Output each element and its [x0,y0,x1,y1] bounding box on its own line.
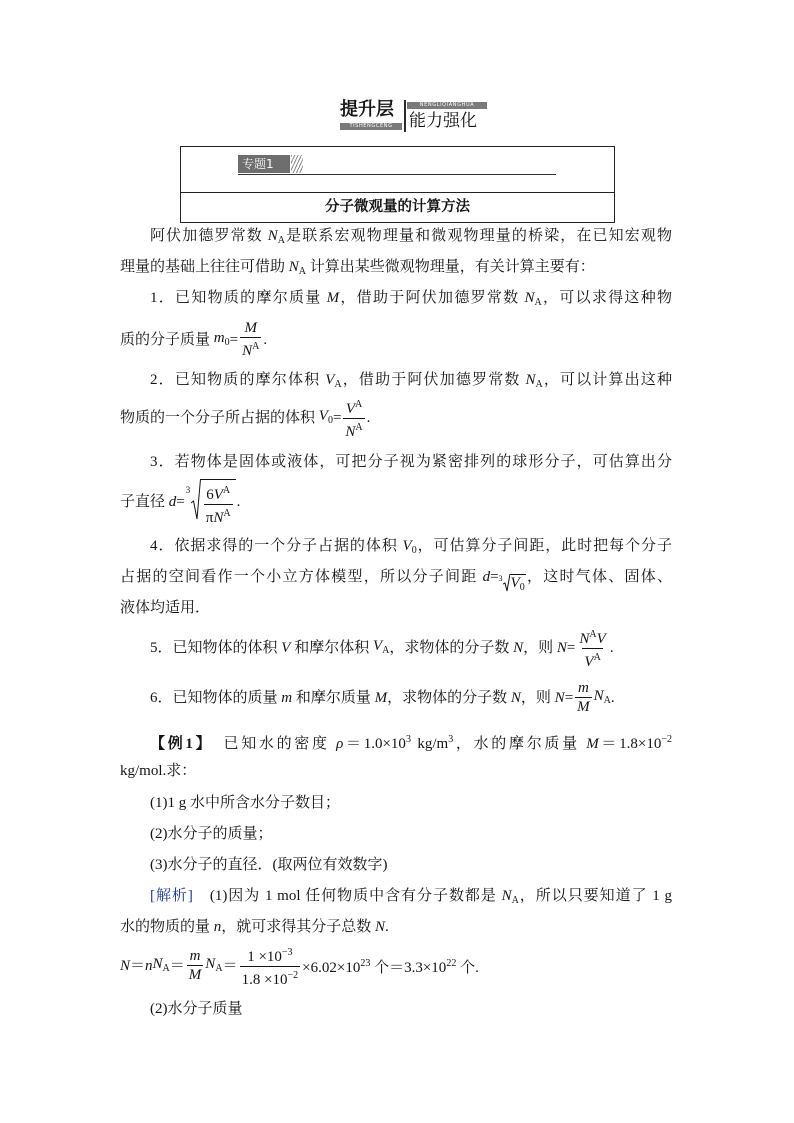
example-line-1 [150,729,672,755]
math-variable: N [525,372,536,388]
item-3-line-1 [150,451,672,473]
math-variable: d [168,494,177,510]
text-run: 和摩尔体积 [290,640,373,656]
text-run: 1．已知物质的摩尔质量 [150,290,327,306]
math-variable: n [145,958,153,974]
math-term [302,953,479,979]
text-run: ，借助于阿伏加德罗常数 [339,290,525,306]
text-run: . [610,690,615,706]
fraction [577,626,607,671]
fraction-numerator [576,680,591,697]
fraction-numerator [344,396,364,418]
math-variable: V [281,640,291,656]
math-variable: N [593,687,604,704]
math-subscript: 0 [519,582,525,593]
math-superscript: −2 [661,734,672,745]
fraction-denominator [240,337,261,360]
fraction-denominator [575,697,592,716]
fraction [240,320,261,360]
math-term [373,635,389,662]
text-run: ＝ [169,958,185,974]
math-variable: V [345,400,355,417]
math-variable: m [281,690,293,706]
math-variable: N [152,955,163,972]
math-superscript: 22 [446,958,457,969]
text-run: kg/m [410,736,449,752]
math-variable: M [244,320,257,336]
math-subscript: A [162,962,170,974]
text-run: 子直径 [120,494,169,510]
text-run: ，可以求得这种物 [541,290,672,306]
math-variable: V [510,575,520,591]
text-run: . [236,494,241,510]
item-2-line-1 [150,369,672,396]
math-subscript: A [382,644,390,656]
text-run: ，这时气体、固体、 [525,569,672,585]
math-variable: V [596,630,606,647]
text-run: 6 [206,486,214,503]
text-run: ，求物体的分子数 [387,690,511,706]
text-run: 占据的空间看作一个小立方体模型，所以分子间距 [120,569,483,585]
math-term [594,685,611,712]
math-superscript: A [593,651,601,663]
topic-hatch-decoration [291,155,303,173]
math-variable: N [213,509,224,526]
text-run: 水的物质的量 [120,919,214,935]
math-subscript: 0 [411,545,417,556]
math-term [153,953,170,980]
math-superscript: A [222,484,231,496]
example-question-2: (2)水分子的质量； [150,826,273,842]
solution-line-4: (2)水分子质量 [150,1001,243,1017]
example-question-3: (3)水分子的直径．(取两位有效数字) [150,857,388,873]
example-label: 【例1】 [150,736,206,752]
intro-line-2 [120,256,672,283]
math-superscript: 23 [360,958,371,969]
item-5-line-1 [150,626,672,670]
text-run: = [566,640,576,656]
math-variable: V [584,653,594,670]
item-4-line-3: 液体均适用． [120,600,211,616]
math-superscript: 3 [448,734,454,745]
fraction [240,944,301,989]
section-subtitle: 能力强化 [409,111,477,131]
text-run: 个. [456,960,479,976]
math-variable: N [205,955,216,972]
text-run: 3．若物体是固体或液体，可把分子视为紧密排列的球形分子，可估算出分 [150,454,672,470]
fraction [343,396,364,441]
radicand [201,479,236,527]
radical-sign [503,573,510,592]
text-run: ，所以只要知道了 1 g [518,888,672,904]
math-variable: M [577,699,590,715]
text-run: ＝1.0×10 [343,736,406,752]
text-run: 4．依据求得的一个分子占据的体积 [150,538,403,554]
text-run: = [490,569,499,585]
math-variable: N [375,919,386,935]
text-run: 物质的一个分子所占据的体积 [120,410,319,426]
solution-line-3 [120,944,672,988]
math-superscript: −2 [287,969,299,981]
intro-line-1 [150,225,672,252]
topic-title: 分子微观量的计算方法 [325,199,470,215]
fraction [187,948,204,984]
math-variable: N [554,690,565,706]
fraction-denominator [187,965,204,984]
math-variable: d [482,569,491,585]
math-variable: V [325,372,335,388]
math-variable: m [189,948,201,964]
math-subscript: A [277,235,285,246]
section-pinyin: TISHENGCENG [340,123,402,130]
text-run: 1.8 ×10 [241,971,288,988]
text-run: = [229,332,239,348]
math-variable: M [374,690,388,706]
math-subscript: A [511,895,519,906]
text-run: . [385,919,389,935]
radicand [510,574,526,596]
text-run: ，求物体的分子数 [389,640,514,656]
topic-tag: 专题1 [238,155,290,173]
text-run: 1 ×10 [247,948,282,965]
section-title: 提升层 [340,99,394,120]
math-variable: N [288,259,299,275]
math-variable: N [345,423,356,440]
math-variable: N [513,640,524,656]
math-superscript: A [223,507,231,519]
math-variable: N [579,630,590,647]
math-subscript: A [534,297,542,308]
text-run: 5．已知物体的体积 [150,640,282,656]
text-run: 6．已知物体的质量 [150,690,282,706]
item-6-line-1 [150,676,672,720]
text-run: . [366,410,371,426]
text-run: π [205,509,214,526]
text-run: 个＝3.3×10 [370,960,447,976]
math-variable: N [242,343,253,359]
math-variable: V [402,538,412,554]
item-3-line-2 [120,478,672,526]
math-variable: n [213,919,222,935]
math-variable: N [120,958,131,974]
fraction-numerator [245,944,294,966]
math-superscript: A [252,341,260,352]
math-variable: M [586,736,599,752]
text-run: ，则 [523,640,557,656]
fraction-denominator [582,648,602,671]
text-run: ＝ [130,958,146,974]
math-term [214,327,230,354]
text-run: 阿伏加德罗常数 [150,228,268,244]
math-variable: N [556,640,567,656]
fraction [204,482,233,527]
topic-rule [238,174,556,175]
math-variable: m [577,680,589,696]
text-run: = [332,410,342,426]
math-variable: N [267,228,278,244]
text-run: 理量的基础上往往可借助 [120,259,289,275]
math-variable: N [524,290,535,306]
math-term [205,953,222,980]
text-run: 是联系宏观物理量和微观物理量的桥梁，在已知宏观物 [285,228,672,244]
text-run: = [176,494,185,510]
root-index: 3 [185,484,191,495]
math-superscript: −3 [281,946,293,958]
item-1-line-2 [120,318,672,362]
subtitle-pinyin: NENGLIQIANGHUA [407,102,487,109]
text-run: ×6.02×10 [302,960,361,976]
text-run: . [263,332,268,348]
text-run: . [609,640,614,656]
math-superscript: A [355,398,363,410]
solution-line-1 [150,885,672,912]
header-divider [404,100,406,132]
fraction-numerator [242,320,259,337]
fraction-numerator [188,948,203,965]
text-run: = [564,690,574,706]
text-run: ，可以计算出这种 [542,372,672,388]
text-run: 已知水的密度 [205,736,337,752]
radical-sign [191,478,201,520]
math-subscript: 0 [327,414,333,426]
math-subscript: A [603,694,611,706]
text-run: ＝ [222,958,238,974]
item-4-line-2 [120,566,672,592]
topic-box [180,146,615,223]
math-subscript: A [298,266,307,277]
math-superscript: 3 [405,734,411,745]
item-4-line-1 [150,535,672,562]
math-subscript: A [334,379,342,390]
text-run: 2．已知物质的摩尔体积 [150,372,326,388]
math-term [319,405,333,432]
fraction-numerator [577,626,607,648]
math-subscript: A [215,962,223,974]
solution-line-2 [120,916,672,938]
text-run: 质的分子质量 [120,332,214,348]
cube-root [499,573,526,592]
math-superscript: A [355,421,363,433]
text-run: ＝1.8×10 [598,736,662,752]
example-question-1: (1)1 g 水中所含水分子数目； [150,795,340,811]
example-line-2: kg/mol.求： [120,763,197,779]
fraction-numerator [204,482,232,504]
math-variable: M [326,290,340,306]
fraction-denominator [204,504,233,527]
fraction-denominator [240,966,301,989]
math-variable: N [501,888,512,904]
math-variable: V [213,486,223,503]
text-run: 和摩尔质量 [292,690,375,706]
fraction [575,680,592,716]
item-1-line-1 [150,287,672,314]
math-variable: M [188,967,202,983]
cube-root [186,478,236,527]
text-run: ，可估算分子间距，此时把每个分子 [416,538,672,554]
text-run: ，水的摩尔质量 [453,736,587,752]
solution-label: [解析] [150,888,193,904]
math-variable: V [318,407,328,424]
text-run: 计算出某些微观物理量，有关计算主要有： [306,259,595,275]
text-run: ，就可求得其分子总数 [221,919,376,935]
root-index: 3 [498,574,503,583]
fraction-denominator [343,418,364,441]
text-run: (1)因为 1 mol 任何物质中含有分子数都是 [192,888,502,904]
text-run: ，借助于阿伏加德罗常数 [341,372,526,388]
math-variable: ρ [336,736,344,752]
math-variable: m [213,329,225,346]
math-variable: N [510,690,521,706]
math-subscript: A [535,379,543,390]
item-2-line-2 [120,396,672,440]
math-superscript: A [589,628,597,640]
math-variable: V [372,637,383,654]
math-subscript: 0 [224,336,230,348]
text-run: ，则 [520,690,555,706]
